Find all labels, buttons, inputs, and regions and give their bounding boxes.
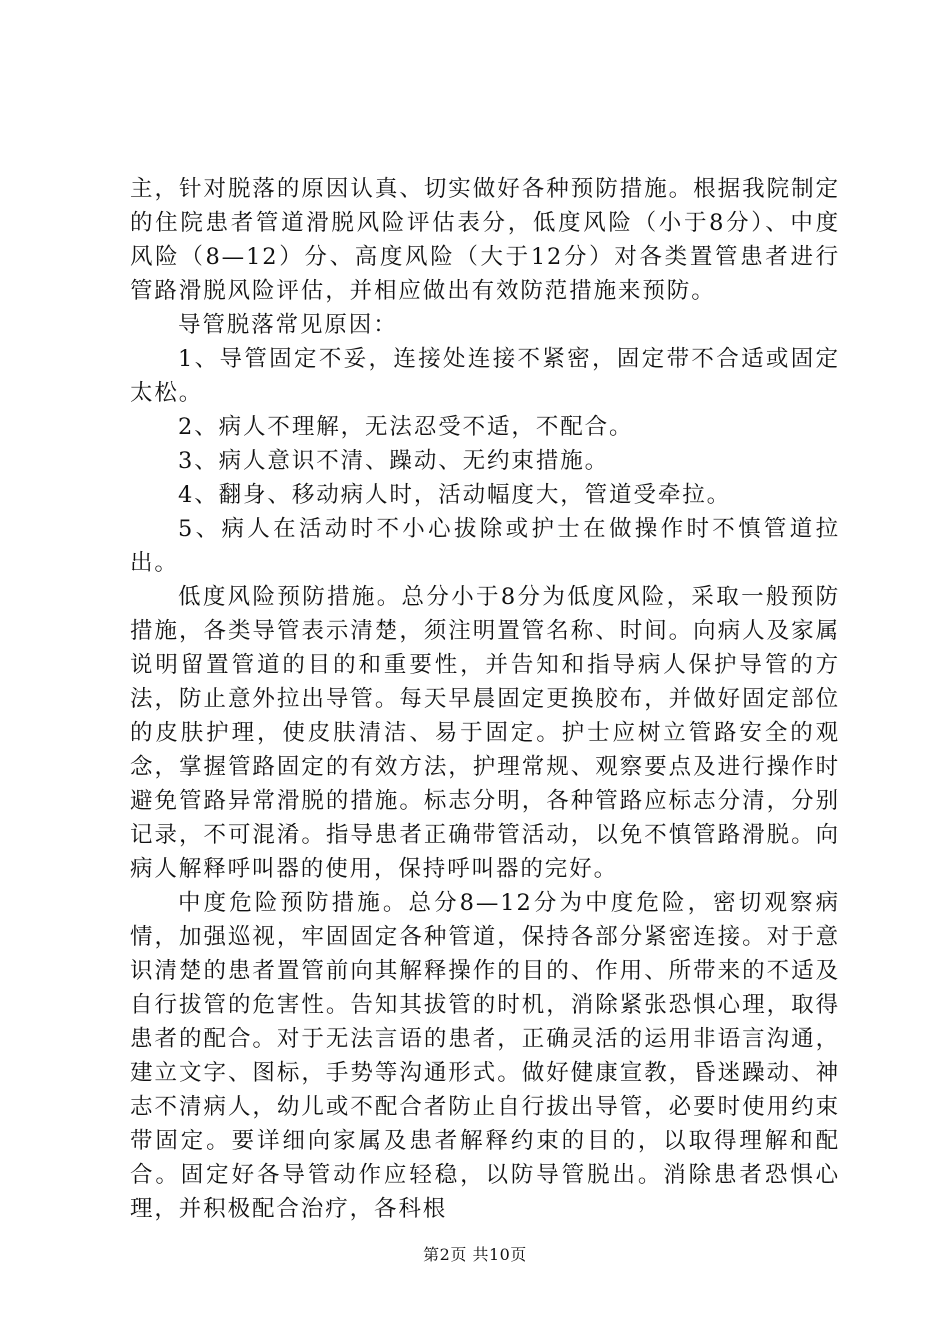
paragraph-continuation: 主，针对脱落的原因认真、切实做好各种预防措施。根据我院制定的住院患者管道滑脱风险评估表分，低度风险（小于8分）、中度风险（8—12）分、高度风险（大于12分）对各类置管患者进行管路滑脱风险评估，并相应做出有效防范措施来预防。 (130, 176, 840, 304)
paragraph-medium-risk: 中度危险预防措施。总分8—12分为中度危险，密切观察病情，加强巡视，牢固固定各种管道，保持各部分紧密连接。对于意识清楚的患者置管前向其解释操作的目的、作用、所带来的不适及自行拔管的危害性。告知其拔管的时机，消除紧张恐惧心理，取得患者的配合。对于无法言语的患者，正确灵活的运用非语言沟通，建立文字、图标，手势等沟通形式。做好健康宣教，昏迷躁动、神志不清病人，幼儿或不配合者防止自行拔出导管，必要时使用约束带固定。要详细向家属及患者解释约束的目的，以取得理解和配合。固定好各导管动作应轻稳，以防导管脱出。消除患者恐惧心理，并积极配合治疗，各科根 (130, 890, 840, 1222)
page-footer: 第2页 共10页 (423, 1245, 527, 1264)
paragraph-causes-heading: 导管脱落常见原因： (178, 312, 398, 338)
list-item-cause-2: 2、病人不理解，无法忍受不适，不配合。 (178, 414, 634, 440)
list-item-cause-3: 3、病人意识不清、躁动、无约束措施。 (178, 448, 610, 474)
list-item-cause-5: 5、病人在活动时不小心拔除或护士在做操作时不慎管道拉出。 (130, 516, 840, 576)
list-item-cause-1: 1、导管固定不妥，连接处连接不紧密，固定带不合适或固定太松。 (130, 346, 840, 406)
document-body (130, 172, 840, 1226)
list-item-cause-4: 4、翻身、移动病人时，活动幅度大，管道受牵拉。 (178, 482, 732, 508)
paragraph-low-risk: 低度风险预防措施。总分小于8分为低度风险，采取一般预防措施，各类导管表示清楚，须注明置管名称、时间。向病人及家属说明留置管道的目的和重要性，并告知和指导病人保护导管的方法，防止意外拉出导管。每天早晨固定更换胶布，并做好固定部位的皮肤护理，使皮肤清洁、易于固定。护士应树立管路安全的观念，掌握管路固定的有效方法，护理常规、观察要点及进行操作时避免管路异常滑脱的措施。标志分明，各种管路应标志分清，分别记录，不可混淆。指导患者正确带管活动，以免不慎管路滑脱。向病人解释呼叫器的使用，保持呼叫器的完好。 (130, 584, 840, 882)
